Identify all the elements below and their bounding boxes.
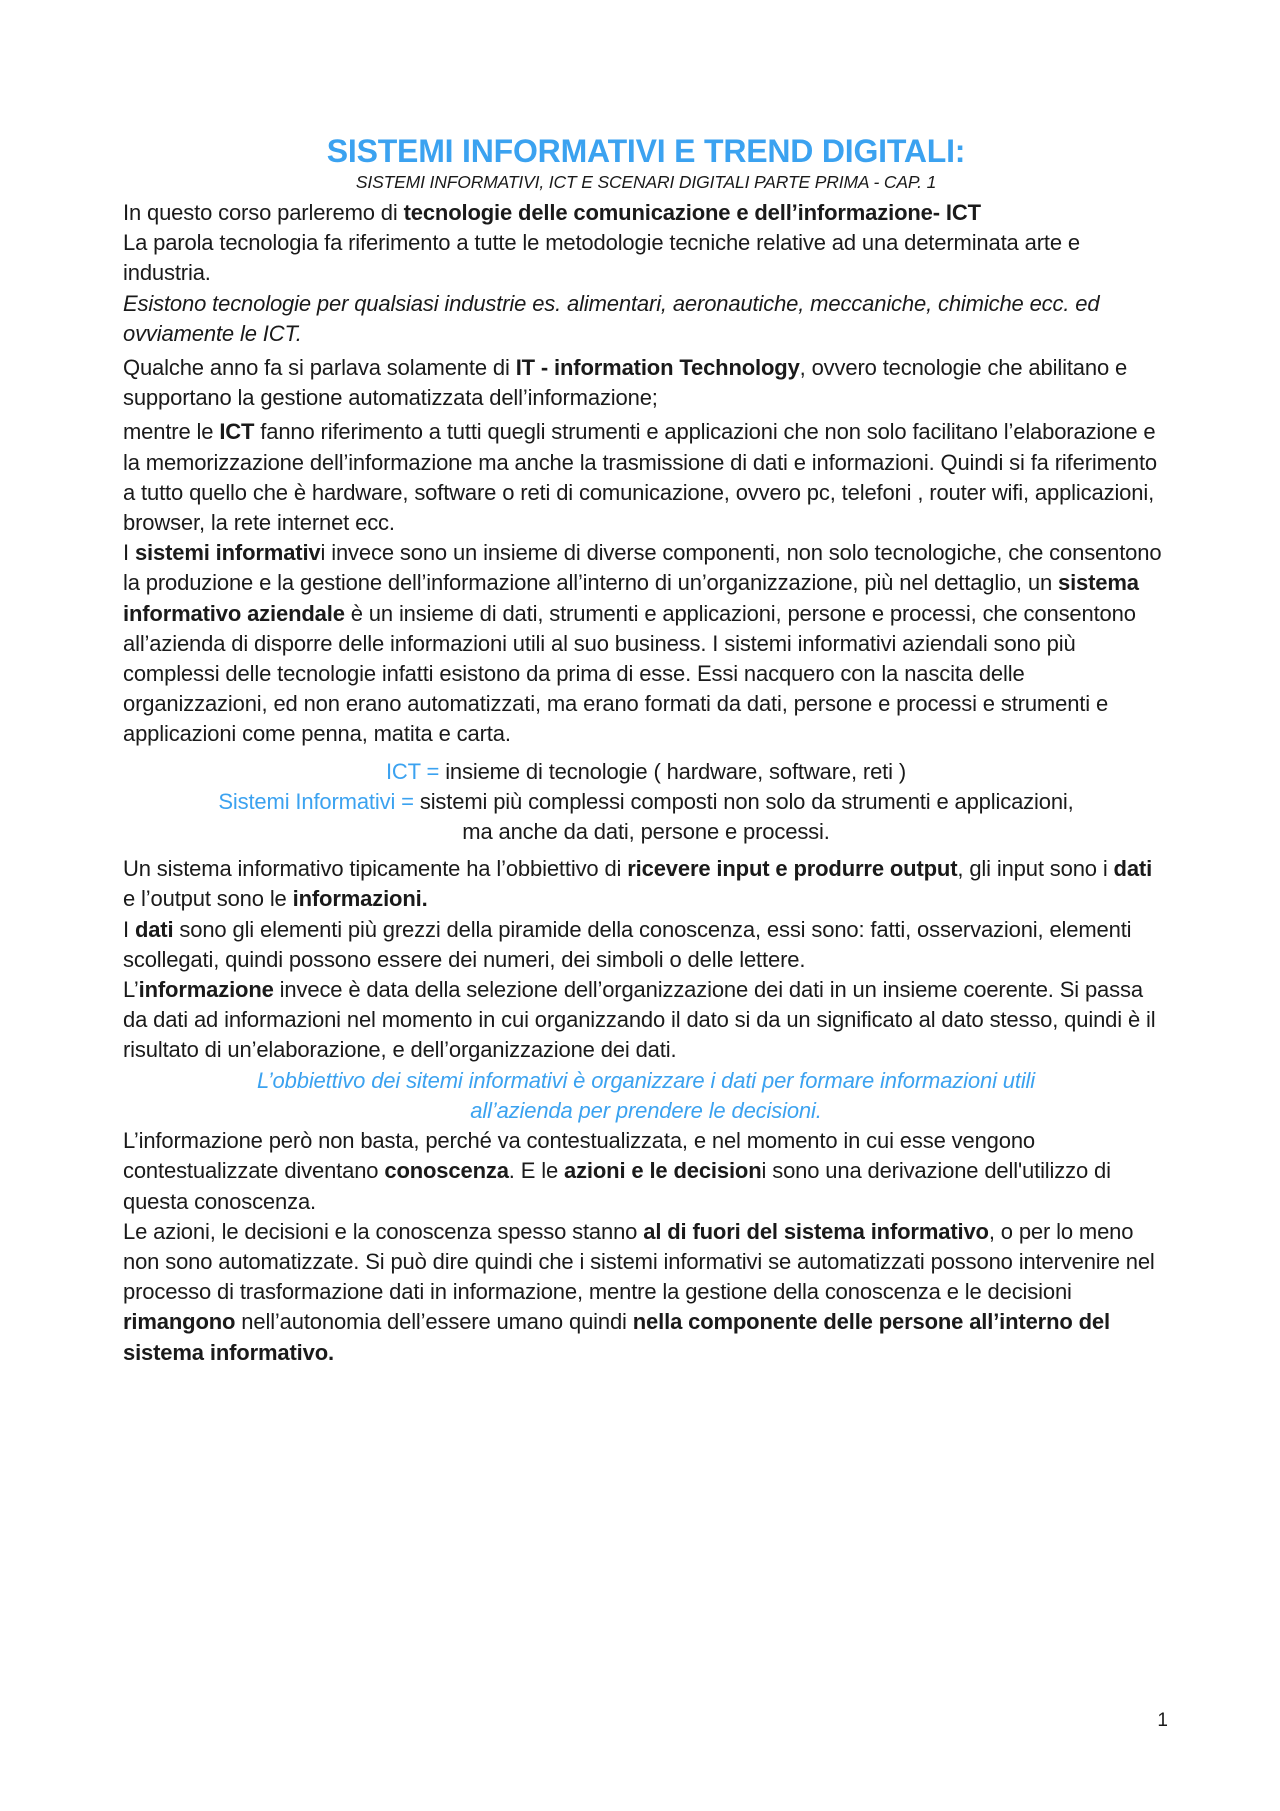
text: Le azioni, le decisioni e la conoscenza spesso stanno (123, 1218, 644, 1244)
bold-text: nella componente delle persone all’interno del sistema informativo. (123, 1309, 1110, 1365)
paragraph-intro (123, 198, 1169, 228)
bold-text: sistemi informativ (134, 540, 321, 566)
document-subtitle: SISTEMI INFORMATIVI, ICT E SCENARI DIGITALI PARTE PRIMA - CAP. 1 (355, 172, 937, 192)
text: . E le (508, 1158, 564, 1184)
text: i invece sono un insieme di diverse componenti, non solo tecnologiche, che consentono la produzione e la gestione dell’informazione all’interno di un’organizzazione, più nel dettaglio, un (123, 540, 1162, 596)
paragraph-sistemi-informativi (123, 538, 1169, 749)
highlight-quote (123, 1066, 1169, 1126)
text: e l’output sono le (123, 886, 293, 912)
text: sono gli elementi più grezzi della piramide della conoscenza, essi sono: fatti, osservazioni, elementi scollegati, quindi possono essere dei numeri, dei simboli o delle lettere. (123, 916, 1132, 972)
bold-text: al di fuori del sistema informativo (643, 1218, 989, 1244)
text: nell’autonomia dell’essere umano quindi (235, 1309, 633, 1335)
text: , ovvero tecnologie che abilitano e supportano la gestione automatizzata dell’informazione; (123, 355, 1128, 411)
text: In questo corso parleremo di (123, 200, 404, 225)
definition-text: insieme di tecnologie ( hardware, software, reti ) (445, 758, 907, 784)
bold-text: tecnologie delle comunicazione e dell’informazione- ICT (403, 200, 981, 225)
definition-term: Sistemi Informativi = (218, 788, 420, 814)
text: L’informazione però non basta, perché va contestualizzata, e nel momento in cui esse vengono contestualizzate diventano (123, 1128, 1035, 1184)
bold-text: sistema informativo aziendale (123, 570, 1139, 626)
text: , o per lo meno non sono automatizzate. Si può dire quindi che i sistemi informativi se automatizzati possono intervenire nel processo di trasformazione dati in informazione, mentre la gestione della conoscenza e le decisioni (123, 1218, 1155, 1305)
text: , gli input sono i (957, 856, 1114, 882)
bold-text: ICT (219, 419, 255, 445)
text: Un sistema informativo tipicamente ha l’obbiettivo di (123, 856, 628, 882)
paragraph-example: Esistono tecnologie per qualsiasi industrie es. alimentari, aeronautiche, meccaniche, chimiche ecc. ed ovviamente le ICT. (123, 290, 1100, 346)
quote-line: L’obbiettivo dei sitemi informativi è organizzare i dati per formare informazioni utili (256, 1067, 1036, 1093)
page-content (123, 132, 1169, 1368)
text: invece è data della selezione dell’organizzazione dei dati in un insieme coerente. Si passa da dati ad informazioni nel momento in cui organizzando il dato si da un significato al dato stesso, quindi è il risultato di un’elaborazione, e dell’organizzazione dei dati. (123, 977, 1156, 1063)
bold-text: azioni e le decision (564, 1158, 762, 1184)
text: i sono una derivazione dell'utilizzo di questa conoscenza. (123, 1158, 1111, 1214)
paragraph-input-output (123, 854, 1169, 914)
bold-text: rimangono (123, 1309, 236, 1335)
definition-text: ma anche da dati, persone e processi. (462, 819, 830, 845)
paragraph-it (123, 353, 1169, 413)
text: fanno riferimento a tutti quegli strumenti e applicazioni che non solo facilitano l’elaborazione e la memorizzazione dell’informazione ma anche la trasmissione di dati e informazioni. Quindi si fa riferimento a tutto quello che è hardware, software o reti di comunicazione, ovvero pc, telefoni , router wifi, applicazioni, browser, la rete internet ecc. (123, 419, 1158, 536)
quote-line: all’azienda per prendere le decisioni. (470, 1097, 822, 1123)
definition-text: sistemi più complessi composti non solo da strumenti e applicazioni, (419, 788, 1074, 814)
text: mentre le (123, 419, 220, 445)
text: è un insieme di dati, strumenti e applicazioni, persone e processi, che consentono all’azienda di disporre delle informazioni utili al suo business. I sistemi informativi aziendali sono più complessi delle tecnologie infatti esistono da prima di esse. Essi nacquero con la nascita delle organizzazioni, ed non erano automatizzati, ma erano formati da dati, persone e processi e strumenti e applicazioni come penna, matita e carta. (123, 600, 1136, 747)
text: I (123, 916, 135, 942)
text: Qualche anno fa si parlava solamente di (123, 355, 516, 381)
definition-ict (123, 757, 1169, 787)
bold-text: dati (1113, 856, 1153, 882)
paragraph-tecnologia: La parola tecnologia fa riferimento a tutte le metodologie tecniche relative ad una determinata arte e industria. (123, 230, 1080, 286)
paragraph-dati (123, 915, 1169, 975)
bold-text: ricevere input e produrre output (627, 856, 958, 882)
paragraph-ict (123, 417, 1169, 538)
paragraph-decisioni (123, 1217, 1169, 1368)
definition-sistemi-informativi (123, 787, 1169, 847)
page-number: 1 (1157, 1710, 1168, 1731)
paragraph-conoscenza (123, 1126, 1169, 1217)
text: I (123, 540, 135, 566)
text: L’ (123, 977, 139, 1003)
bold-text: conoscenza (384, 1158, 509, 1184)
bold-text: informazioni. (292, 886, 428, 912)
document-title: SISTEMI INFORMATIVI E TREND DIGITALI: (326, 133, 966, 169)
bold-text: dati (134, 916, 174, 942)
bold-text: informazione (138, 977, 274, 1003)
paragraph-informazione (123, 975, 1169, 1066)
definition-term: ICT = (385, 758, 446, 784)
bold-text: IT - information Technology (515, 355, 800, 381)
